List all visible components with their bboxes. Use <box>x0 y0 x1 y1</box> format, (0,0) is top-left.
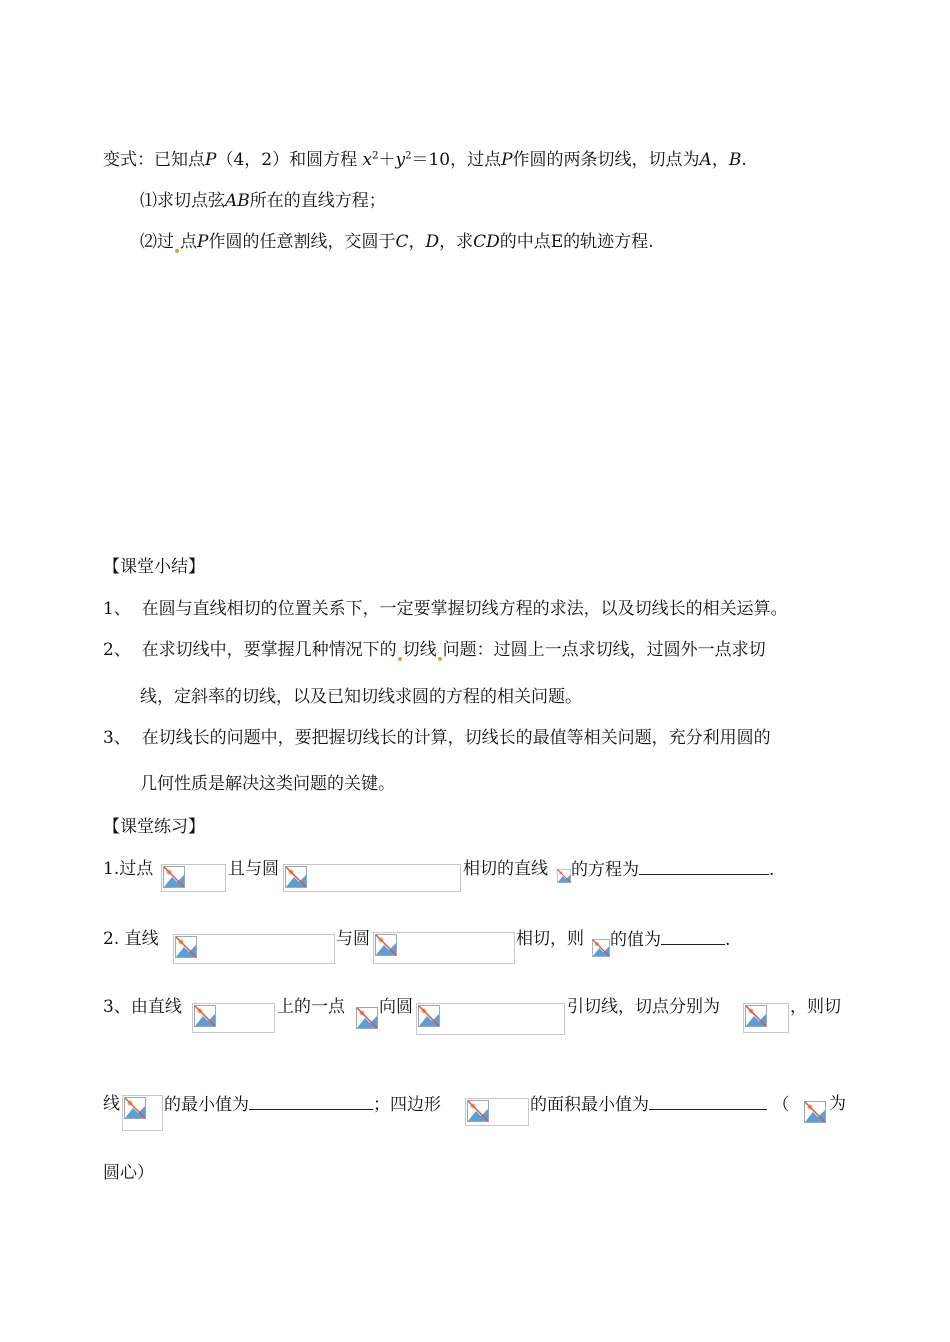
practice-problem-1-b: 且与圆 <box>228 859 279 879</box>
practice-problem-2-c: 相切，则 <box>516 929 584 949</box>
practice-problem-2-a: 2. 直线 <box>103 929 159 949</box>
answer-blank[interactable] <box>661 928 725 945</box>
summary-item-3: 3、 在切线长的问题中，要把握切线长的计算，切线长的最值等相关问题，充分利用圆的 <box>103 728 771 748</box>
formula-image-icon <box>803 1100 827 1126</box>
formula-image-icon <box>173 934 335 964</box>
anchor-dot-icon <box>438 657 442 661</box>
formula-image-icon <box>283 864 461 892</box>
practice-problem-1-c: 相切的直线 <box>463 859 548 879</box>
practice-problem-3-d: 引切线，切点分别为 <box>567 997 720 1017</box>
formula-image-icon <box>592 938 610 960</box>
variant-statement: 变式：已知点P（4，2）和圆方程 $x^2+y^2=10$，过点P作圆的两条切线，切点为A，B. <box>103 150 747 170</box>
practice-problem-1-d: 的方程为 . <box>571 860 775 880</box>
formula-image-icon <box>122 1095 163 1131</box>
formula-image-icon <box>416 1003 565 1035</box>
practice-heading: 【课堂练习】 <box>103 817 205 837</box>
practice-problem-2-d: 的值为 . <box>610 930 731 950</box>
practice-problem-3-l: 圆心） <box>103 1163 154 1183</box>
practice-problem-3-g: 的最小值为 ；四边形 <box>164 1095 441 1115</box>
answer-blank[interactable] <box>649 1093 767 1110</box>
variant-question-1: ⑴求切点弦AB所在的直线方程； <box>140 191 386 211</box>
practice-problem-3-a: 3、由直线 <box>103 997 182 1017</box>
summary-heading: 【课堂小结】 <box>103 557 205 577</box>
summary-item-2: 2、 在求切线中，要掌握几种情况下的 切线 问题：过圆上一点求切线，过圆外一点求切 <box>103 640 766 660</box>
formula-image-icon <box>557 866 571 888</box>
formula-image-icon <box>743 1003 789 1033</box>
practice-problem-3-e: ，则切 <box>790 997 841 1017</box>
practice-problem-2-b: 与圆 <box>336 929 370 949</box>
answer-blank[interactable] <box>639 858 769 875</box>
practice-problem-3-f: 线 <box>103 1094 120 1114</box>
summary-item-1: 1、 在圆与直线相切的位置关系下，一定要掌握切线方程的求法，以及切线长的相关运算。 <box>103 599 788 619</box>
variant-question-2: ⑵过 点P作圆的任意割线，交圆于C，D，求CD的中点E的轨迹方程. <box>140 232 654 252</box>
formula-image-icon <box>465 1098 529 1126</box>
formula-image-icon <box>161 864 226 892</box>
formula-image-icon <box>355 1006 377 1030</box>
practice-problem-3-i: 的面积最小值为 （ <box>530 1095 790 1115</box>
formula-image-icon <box>192 1003 275 1033</box>
formula-image-icon <box>373 932 515 964</box>
practice-problem-3-k: 为 <box>829 1094 846 1114</box>
summary-item-2-cont: 线，定斜率的切线，以及已知切线求圆的方程的相关问题。 <box>140 687 582 707</box>
summary-item-3-cont: 几何性质是解决这类问题的关键。 <box>140 774 395 794</box>
practice-problem-3-c: 向圆 <box>379 997 413 1017</box>
practice-problem-3-b: 上的一点 <box>277 997 345 1017</box>
anchor-dot-icon <box>398 657 402 661</box>
practice-problem-1-a: 1.过点 <box>103 859 154 879</box>
answer-blank[interactable] <box>249 1093 373 1110</box>
anchor-dot-icon <box>175 249 179 253</box>
